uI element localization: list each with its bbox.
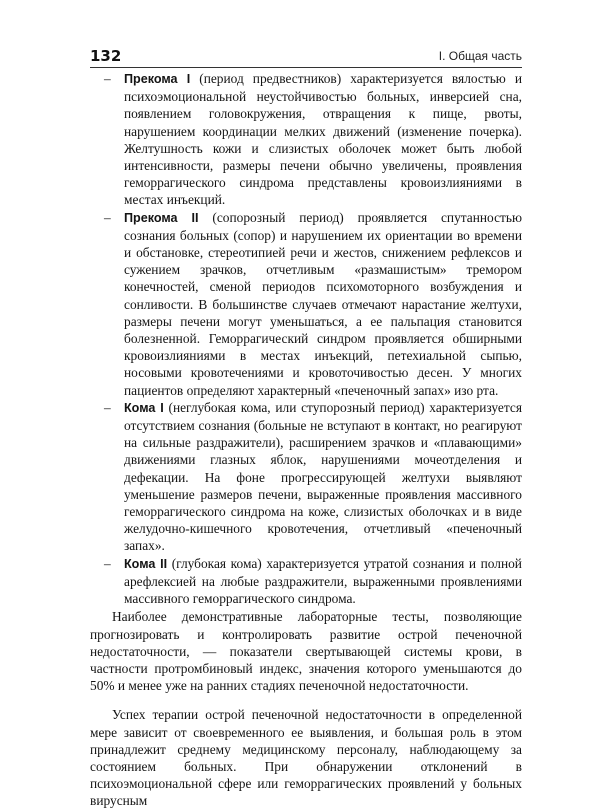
page-number: 132	[90, 47, 122, 65]
list-item-text	[124, 209, 522, 399]
list-item-text	[124, 399, 522, 555]
list-item-coma-1	[90, 399, 522, 555]
list-item-text	[124, 70, 522, 209]
running-head: I. Общая часть	[438, 49, 522, 63]
list-dash: –	[104, 555, 111, 571]
stage-term: Прекома I	[124, 72, 191, 86]
stage-term: Кома I	[124, 400, 164, 415]
list-dash: –	[104, 399, 111, 415]
paragraph-therapy: Успех терапии острой печеночной недостаточности в определенной мере зависит от своевременного ее выявления, и большая роль в этом принадлежит среднему медицинскому персоналу, наблюдающему за состоянием больных. При обнаружении отклонений в психоэмоциональной сфере или геморрагических проявлений у больных вирусным	[90, 707, 522, 809]
page-header	[90, 47, 522, 65]
stage-description: (сопорозный период) проявляется спутанностью сознания больных (сопор) и нарушением их ориентации во времени и обстановке, стереотипией речи и жестов, снижением рефлексов и сужением зрачков, отчетливым «размашистым» тремором конечностей, сменой периодов психомоторного возбуждения и сонливости. В большинстве случаев отмечают нарастание желтухи, размеры печени могут уменьшаться, а ее пальпация становится болезненной. Геморрагический синдром проявляется обширными кровоизлияниями в местах инъекций, петехиальной сыпью, носовыми кровотечениями и кровоточивостью десен. У многих пациентов определяют характерный «печеночный запах» изо рта.	[124, 209, 522, 398]
list-dash: –	[104, 209, 111, 225]
list-item-precoma-2	[90, 209, 522, 399]
list-item-text	[124, 555, 522, 608]
list-dash: –	[104, 71, 111, 86]
header-rule	[90, 67, 522, 68]
stage-description: (неглубокая кома, или ступорозный период) характеризуется отсутствием сознания (больные не вступают в контакт, но реагируют на сильные раздражители), расширением зрачков и «плавающими» движениями глазных яблок, нарушениями мочеотделения и дефекации. На фоне прогрессирующей желтухи выявляют уменьшение размеров печени, выраженные проявления массивного геморрагического синдрома на коже, слизистых оболочках и в виде желудочно-кишечного кровотечения, отчетливый «печеночный запах».	[124, 399, 522, 554]
stage-description: (глубокая кома) характеризуется утратой сознания и полной арефлексией на любые раздражители, выраженными проявлениями массивного геморрагического синдрома.	[124, 555, 522, 607]
page-body	[90, 70, 522, 810]
paragraph-lab-tests: Наиболее демонстративные лабораторные тесты, позволяющие прогнозировать и контролировать развитие острой печеночной недостаточности, — показатели свертывающей системы крови, в частности протромбиновый индекс, значения которого уменьшаются до 50% и менее уже на ранних стадиях печеночной недостаточности.	[90, 609, 522, 694]
list-item-coma-2	[90, 555, 522, 608]
stage-description: (период предвестников) характеризуется вялостью и психоэмоциональной неустойчивостью больных, инверсией сна, появлением головокружения, отвращения к пище, рвоты, нарушением координации мелких движений (изменение почерка). Желтушность кожи и слизистых оболочек может быть любой интенсивности, размеры печени обычно увеличены, проявления геморрагического синдрома представлены кровоизлияниями в местах инъекций.	[124, 71, 522, 208]
list-item-precoma-1	[90, 70, 522, 209]
stage-term: Прекома II	[124, 210, 199, 225]
stage-term: Кома II	[124, 556, 168, 571]
